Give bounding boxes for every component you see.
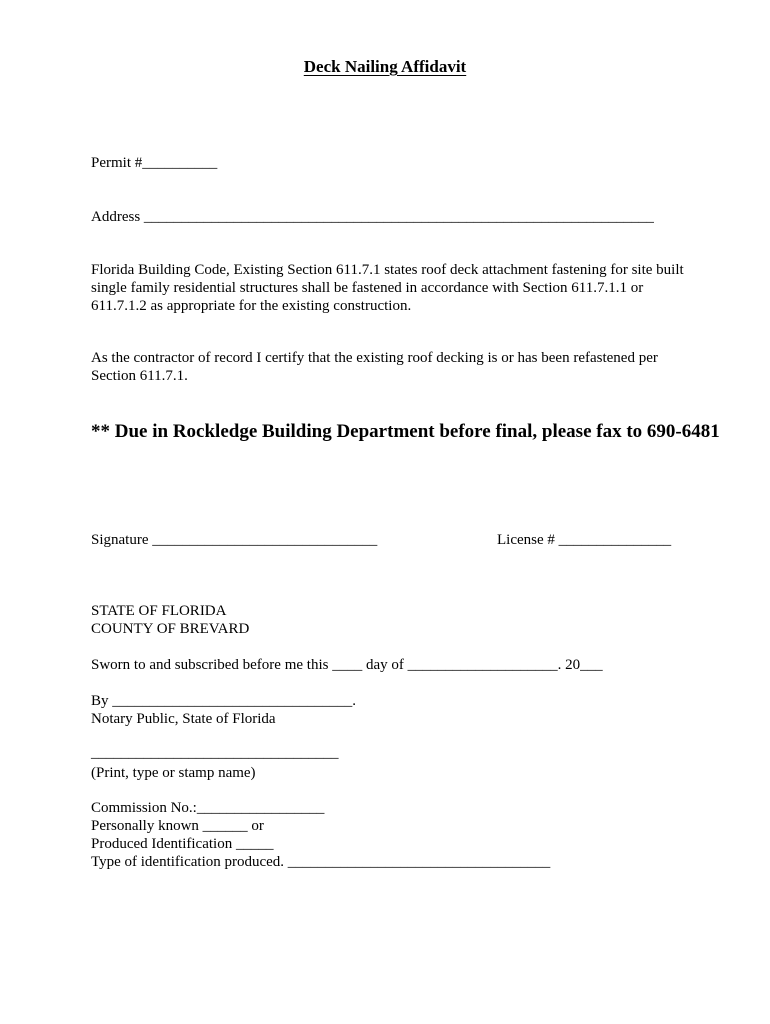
id-type-field[interactable]: Type of identification produced. ___________________________________ [91,854,551,870]
state-heading: STATE OF FLORIDA [91,603,227,619]
sworn-statement[interactable]: Sworn to and subscribed before me this ____ day of ____________________. 20___ [91,657,603,673]
certify-paragraph-line: As the contractor of record I certify that the existing roof decking is or has been refastened per [91,350,658,366]
signature-field[interactable]: Signature ______________________________ [91,532,378,548]
document-title: Deck Nailing Affidavit [303,57,467,76]
notary-name-line[interactable]: _________________________________ [91,745,339,761]
code-paragraph-line: single family residential structures shall be fastened in accordance with Section 611.7.1.1 or [91,280,644,296]
fax-notice: ** Due in Rockledge Building Department before final, please fax to 690-6481 [91,421,720,442]
commission-field[interactable]: Commission No.:_________________ [91,800,325,816]
certify-paragraph [91,349,711,385]
personally-known-field[interactable]: Personally known ______ or [91,818,264,834]
license-field[interactable]: License # _______________ [497,532,672,548]
certify-paragraph-line: Section 611.7.1. [91,368,188,384]
print-name-label: (Print, type or stamp name) [91,765,256,781]
permit-field[interactable]: Permit #__________ [91,155,218,171]
code-paragraph [91,261,711,315]
county-heading: COUNTY OF BREVARD [91,621,250,637]
by-field[interactable]: By ________________________________. [91,693,357,709]
notary-label: Notary Public, State of Florida [91,711,276,727]
produced-id-field[interactable]: Produced Identification _____ [91,836,274,852]
address-field[interactable]: Address ____________________________________________________________________ [91,209,654,225]
code-paragraph-line: 611.7.1.2 as appropriate for the existing construction. [91,298,412,314]
code-paragraph-line: Florida Building Code, Existing Section 611.7.1 states roof deck attachment fastening for site built [91,262,684,278]
